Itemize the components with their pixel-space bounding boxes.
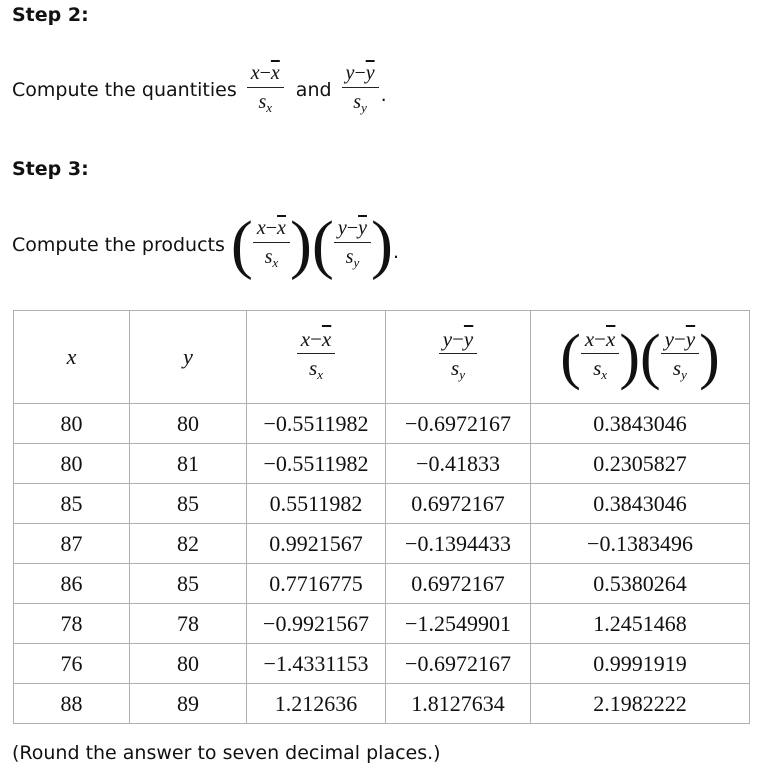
step2-line: Compute the quantities $\frac{x-\overline{x}}{s_x}$ and $\frac{y-\overline{y}}{s_y}$ . bbox=[12, 52, 387, 128]
cell-zx: −0.5511982 bbox=[247, 404, 386, 444]
cell-x: 76 bbox=[14, 644, 130, 684]
cell-y: 82 bbox=[130, 524, 247, 564]
fraction-y-standardized: $\frac{y-\overline{y}}{s_y}$ bbox=[334, 217, 371, 274]
cell-product: 2.1982222 bbox=[531, 684, 750, 724]
step2-conj: and bbox=[295, 79, 332, 101]
cell-zx: 0.5511982 bbox=[247, 484, 386, 524]
cell-x: 88 bbox=[14, 684, 130, 724]
table-row bbox=[14, 524, 750, 564]
cell-product: 0.9991919 bbox=[531, 644, 750, 684]
cell-zy: −0.41833 bbox=[386, 444, 531, 484]
cell-y: 80 bbox=[130, 644, 247, 684]
cell-zx: −0.9921567 bbox=[247, 604, 386, 644]
fraction-x-standardized: $\frac{x-\overline{x}}{s_x}$ bbox=[247, 62, 284, 119]
fraction-x-standardized: $\frac{x-\overline{x}}{s_x}$ bbox=[253, 217, 290, 274]
step2-heading: Step 2: bbox=[12, 4, 89, 26]
cell-product: 0.3843046 bbox=[531, 484, 750, 524]
header-product: ( $\frac{x-\overline{x}}{s_x}$ )( $\frac{y-\overline{y}}{s_y}$ ) bbox=[531, 311, 750, 404]
cell-zy: −0.1394433 bbox=[386, 524, 531, 564]
cell-y: 85 bbox=[130, 484, 247, 524]
cell-zx: 0.9921567 bbox=[247, 524, 386, 564]
table-row bbox=[14, 484, 750, 524]
cell-x: 78 bbox=[14, 604, 130, 644]
cell-x: 86 bbox=[14, 564, 130, 604]
table-row bbox=[14, 564, 750, 604]
step2-text: Compute the quantities bbox=[12, 79, 237, 101]
table-row bbox=[14, 404, 750, 444]
cell-x: 87 bbox=[14, 524, 130, 564]
cell-y: 89 bbox=[130, 684, 247, 724]
cell-zx: 0.7716775 bbox=[247, 564, 386, 604]
cell-product: −0.1383496 bbox=[531, 524, 750, 564]
cell-x: 85 bbox=[14, 484, 130, 524]
cell-y: 78 bbox=[130, 604, 247, 644]
cell-x: 80 bbox=[14, 404, 130, 444]
cell-y: 85 bbox=[130, 564, 247, 604]
table-row bbox=[14, 444, 750, 484]
cell-zx: −0.5511982 bbox=[247, 444, 386, 484]
cell-zy: 1.8127634 bbox=[386, 684, 531, 724]
step3-line: Compute the products ( $\frac{x-\overline{x}}{s_x}$ )( $\frac{y-\overline{y}}{s_y}$ ) . bbox=[12, 208, 399, 281]
cell-product: 1.2451468 bbox=[531, 604, 750, 644]
cell-zx: −1.4331153 bbox=[247, 644, 386, 684]
header-x-standardized: $\frac{x-\overline{x}}{s_x}$ bbox=[247, 311, 386, 404]
cell-product: 0.5380264 bbox=[531, 564, 750, 604]
header-y-standardized: $\frac{y-\overline{y}}{s_y}$ bbox=[386, 311, 531, 404]
step3-text: Compute the products bbox=[12, 234, 225, 256]
cell-product: 0.3843046 bbox=[531, 404, 750, 444]
cell-zy: −0.6972167 bbox=[386, 644, 531, 684]
fraction-y-standardized: $\frac{y-\overline{y}}{s_y}$ bbox=[342, 62, 379, 119]
rounding-note: (Round the answer to seven decimal places.) bbox=[12, 742, 441, 764]
data-table bbox=[13, 310, 750, 724]
cell-zx: 1.212636 bbox=[247, 684, 386, 724]
cell-zy: −0.6972167 bbox=[386, 404, 531, 444]
header-y: y bbox=[130, 311, 247, 404]
cell-y: 80 bbox=[130, 404, 247, 444]
step3-heading: Step 3: bbox=[12, 158, 89, 180]
cell-y: 81 bbox=[130, 444, 247, 484]
table-header-row bbox=[14, 311, 750, 404]
cell-zy: −1.2549901 bbox=[386, 604, 531, 644]
header-x: x bbox=[14, 311, 130, 404]
cell-zy: 0.6972167 bbox=[386, 564, 531, 604]
table-row bbox=[14, 644, 750, 684]
cell-product: 0.2305827 bbox=[531, 444, 750, 484]
table-row bbox=[14, 604, 750, 644]
cell-zy: 0.6972167 bbox=[386, 484, 531, 524]
cell-x: 80 bbox=[14, 444, 130, 484]
table-row bbox=[14, 684, 750, 724]
